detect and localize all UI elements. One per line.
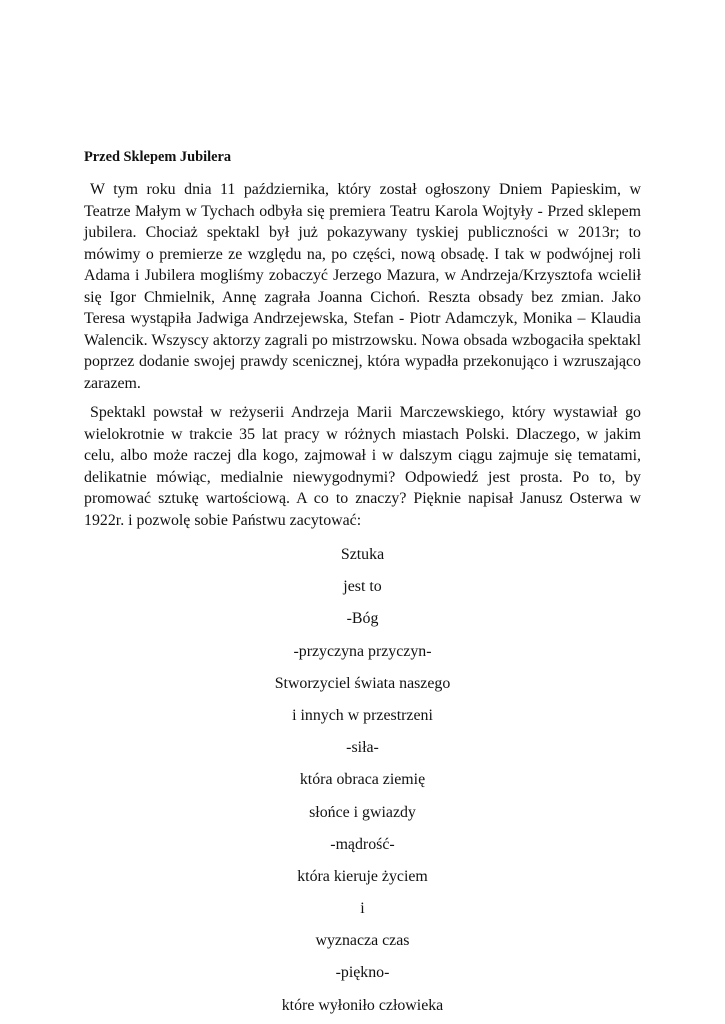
poem-line: -mądrość-: [330, 835, 395, 853]
poem-line: słońce i gwiazdy: [309, 803, 416, 821]
document-title: Przed Sklepem Jubilera: [84, 149, 232, 165]
poem-line: -przyczyna przyczyn-: [293, 642, 432, 660]
poem-line: i innych w przestrzeni: [292, 706, 433, 724]
paragraph-premiere: W tym roku dnia 11 października, który został ogłoszony Dniem Papieskim, w Teatrze Małym w Tychach odbyła się premiera Teatru Karola Wojtyły - Przed sklepem jubilera. Chociaż spektakl był już pokazywany tyskiej publiczności w 2013r; to mówimy o premierze ze względu na, po części, nową obsadę. I tak w podwójnej roli Adama i Jubilera mogliśmy zobaczyć Jerzego Mazura, w Andrzeja/Krzysztofa wcielił się Igor Chmielnik, Annę zagrała Joanna Cichoń. Reszta obsady bez zmian. Jako Teresa wystąpiła Jadwiga Andrzejewska, Stefan - Piotr Adamczyk, Monika – Klaudia Walencik. Wszyscy aktorzy zagrali po mistrzowsku. Nowa obsada wzbogaciła spektakl poprzez dodanie swojej prawdy scenicznej, która wypadła przekonująco i wzruszająco zarazem.: [84, 181, 641, 392]
poem-quote: [84, 539, 641, 1022]
document-page: [84, 147, 641, 1022]
poem-line: -piękno-: [335, 964, 390, 982]
poem-line: -Bóg: [346, 610, 379, 628]
poem-line: -siła-: [346, 739, 379, 757]
poem-line: i: [360, 900, 365, 918]
poem-line: Stworzyciel świata naszego: [274, 674, 451, 692]
paragraph-director: Spektakl powstał w reżyserii Andrzeja Marii Marczewskiego, który wystawiał go wielokrotnie w trakcie 35 lat pracy w różnych miastach Polski. Dlaczego, w jakim celu, albo może raczej dla kogo, zajmował i w dalszym ciągu zajmuje się tematami, delikatnie mówiąc, medialnie niewygodnymi? Odpowiedź jest prosta. Po to, by promować sztukę wartościową. A co to znaczy? Pięknie napisał Janusz Osterwa w 1922r. i pozwolę sobie Państwu zacytować:: [84, 404, 641, 529]
poem-line: która obraca ziemię: [299, 771, 426, 789]
poem-line: która kieruje życiem: [297, 867, 428, 885]
poem-line: które wyłoniło człowieka: [281, 996, 444, 1014]
poem-line: Sztuka: [340, 546, 385, 563]
poem-line: jest to: [343, 578, 382, 596]
poem-line: wyznacza czas: [315, 932, 410, 950]
